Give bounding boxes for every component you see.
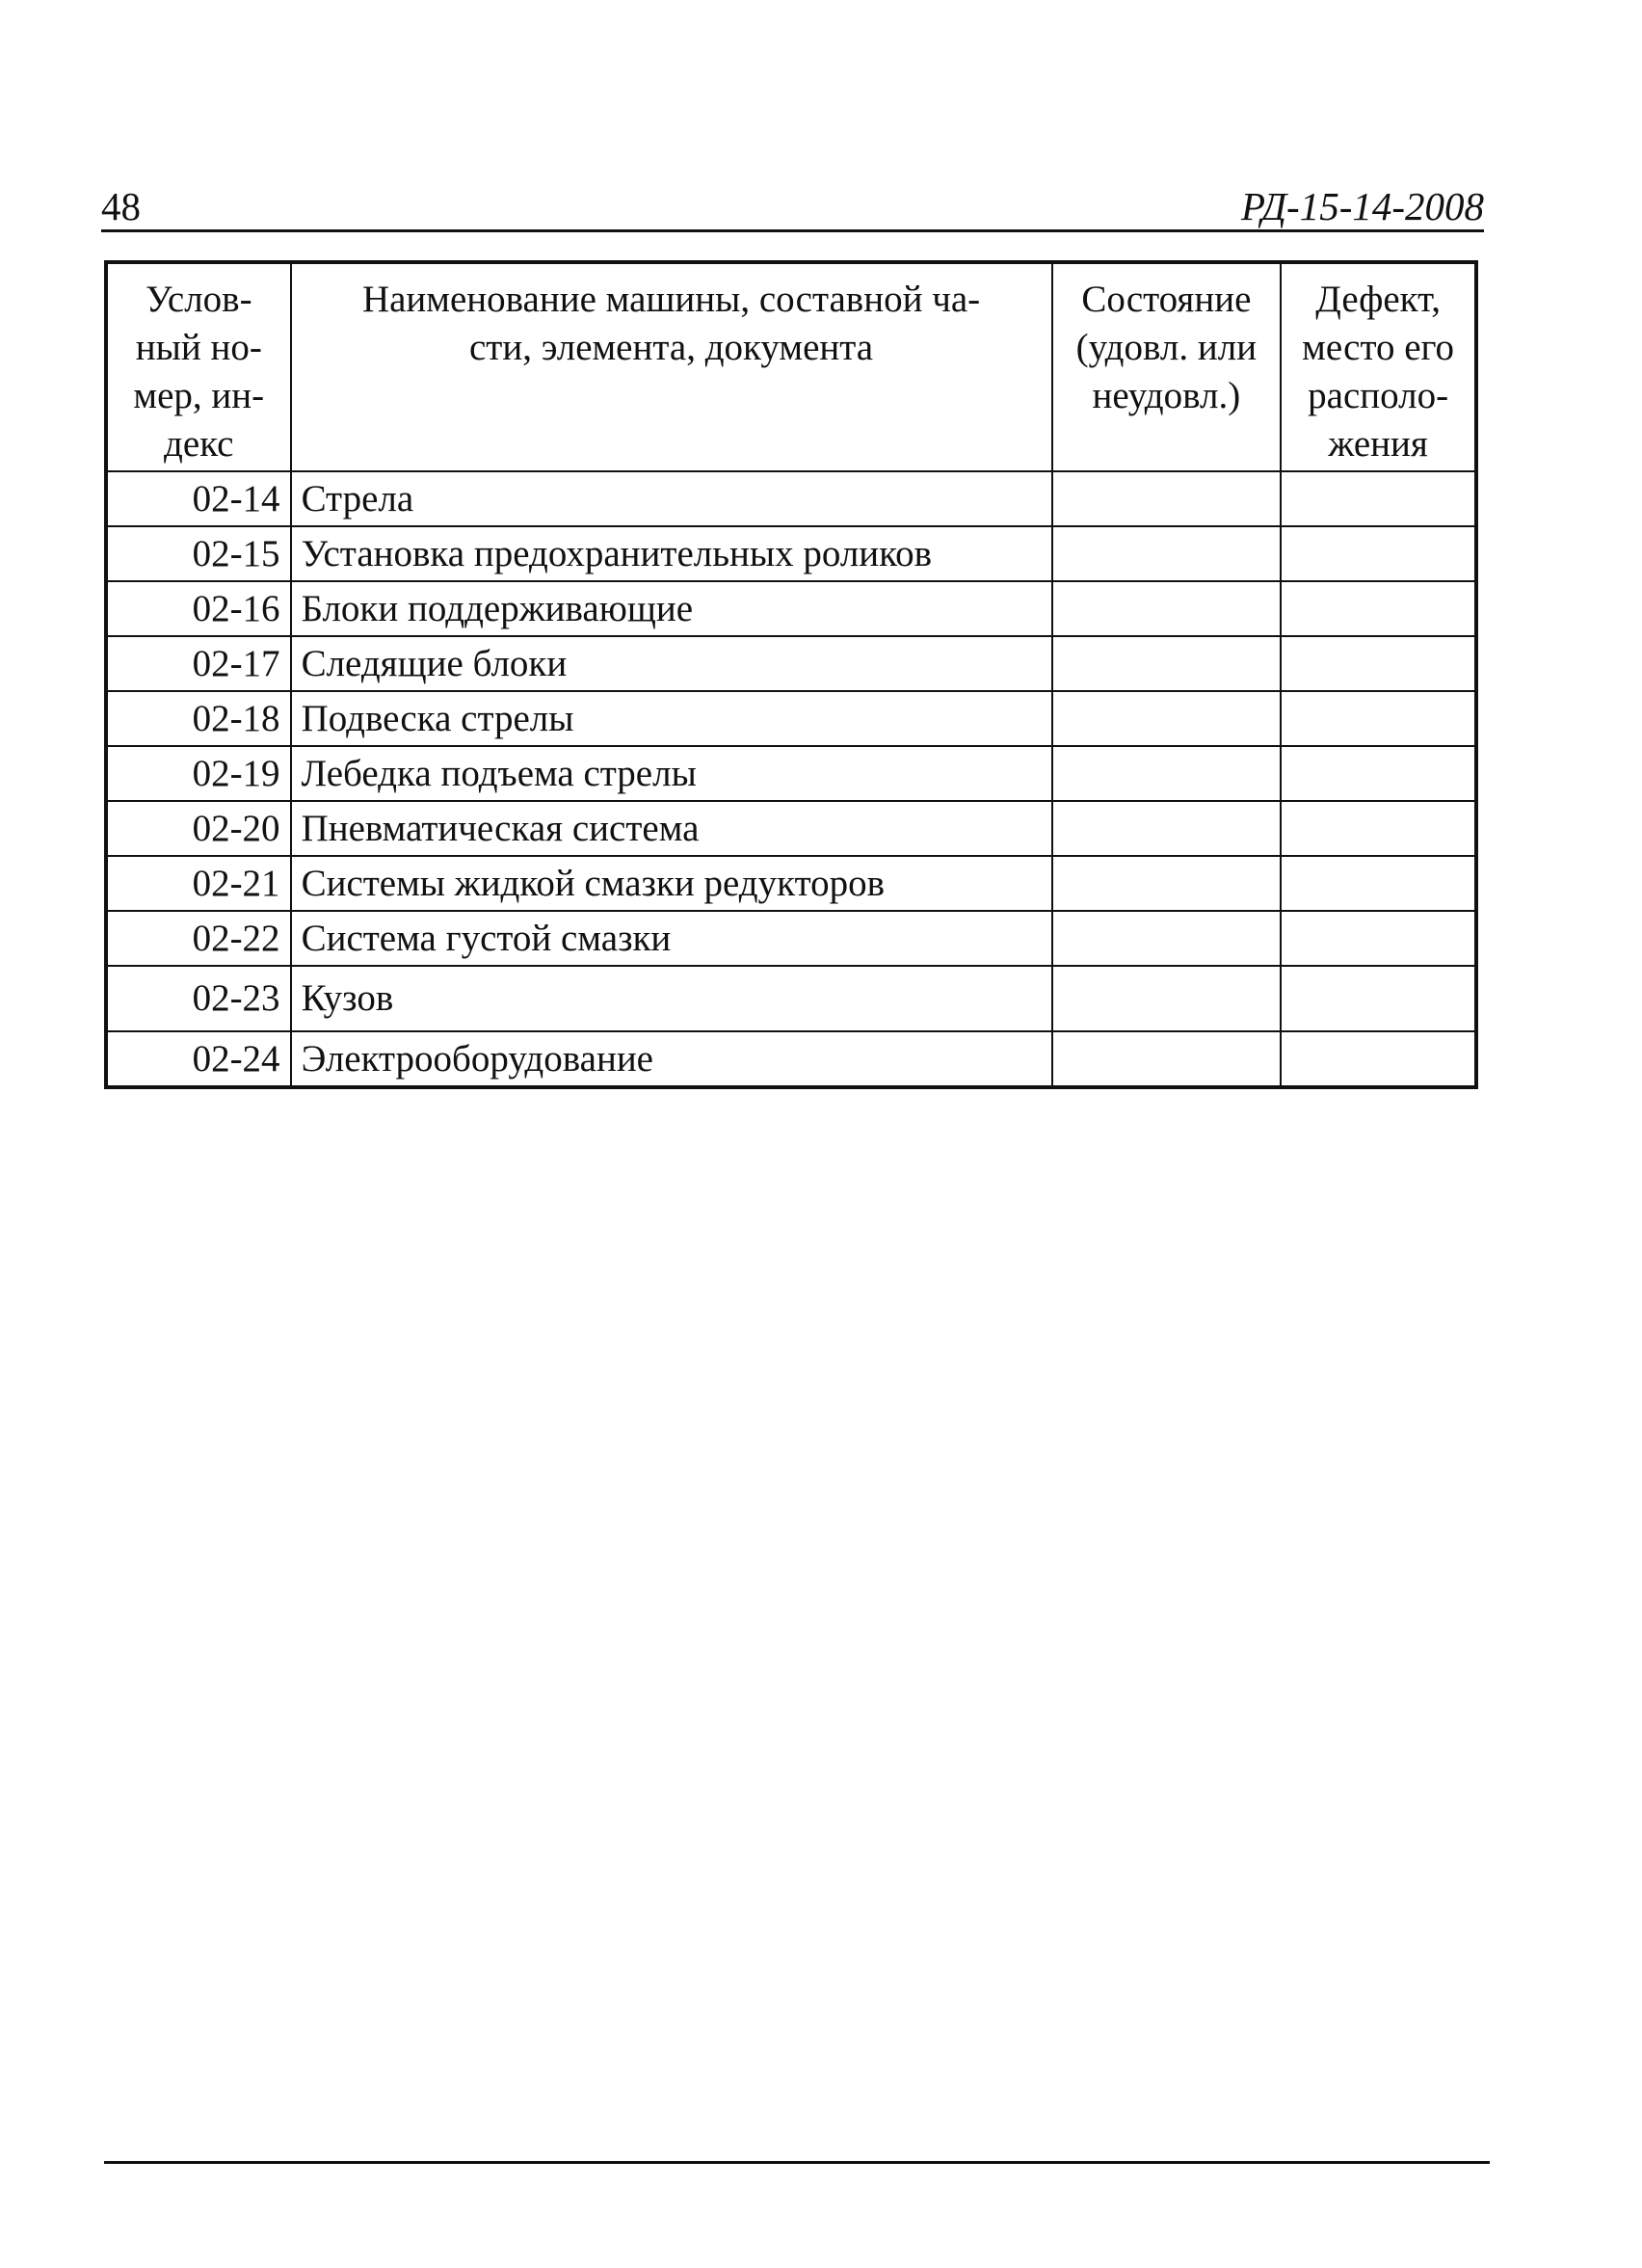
table-row (106, 966, 1476, 1031)
row-name: Электрооборудование (291, 1031, 1052, 1087)
row-state-cell (1052, 1031, 1282, 1087)
table-row (106, 636, 1476, 691)
page-header (101, 176, 1484, 232)
row-state-cell (1052, 966, 1282, 1031)
row-code: 02-16 (106, 581, 291, 636)
row-code: 02-22 (106, 911, 291, 966)
row-code: 02-15 (106, 526, 291, 581)
table-row (106, 801, 1476, 856)
row-defect-cell (1281, 746, 1476, 801)
row-defect-cell (1281, 526, 1476, 581)
row-defect-cell (1281, 471, 1476, 526)
row-name: Кузов (291, 966, 1052, 1031)
footer-rule (104, 2161, 1490, 2164)
page-number: 48 (101, 184, 141, 228)
row-defect-cell (1281, 581, 1476, 636)
document-code: РД-15-14-2008 (1240, 184, 1484, 228)
table-row (106, 526, 1476, 581)
row-code: 02-18 (106, 691, 291, 746)
row-code: 02-24 (106, 1031, 291, 1087)
column-header-defect-text: Дефект, место его располо- жения (1302, 279, 1455, 465)
table-row (106, 691, 1476, 746)
row-defect-cell (1281, 856, 1476, 911)
row-state-cell (1052, 746, 1282, 801)
row-state-cell (1052, 691, 1282, 746)
row-defect-cell (1281, 1031, 1476, 1087)
row-name: Системы жидкой смазки редукторов (291, 856, 1052, 911)
table-row (106, 1031, 1476, 1087)
table-header-row (106, 262, 1476, 471)
row-defect-cell (1281, 966, 1476, 1031)
row-name: Система густой смазки (291, 911, 1052, 966)
row-defect-cell (1281, 691, 1476, 746)
row-state-cell (1052, 526, 1282, 581)
row-name: Установка предохранительных роликов (291, 526, 1052, 581)
table-row (106, 911, 1476, 966)
header-rule (101, 229, 1484, 232)
column-header-state (1052, 262, 1282, 471)
row-defect-cell (1281, 801, 1476, 856)
column-header-name-text: Наименование машины, составной ча- сти, элемента, документа (361, 279, 981, 368)
row-defect-cell (1281, 636, 1476, 691)
row-state-cell (1052, 581, 1282, 636)
row-state-cell (1052, 801, 1282, 856)
row-defect-cell (1281, 911, 1476, 966)
column-header-state-text: Состояние (удовл. или неудовл.) (1075, 279, 1258, 416)
column-header-defect (1281, 262, 1476, 471)
row-name: Следящие блоки (291, 636, 1052, 691)
row-name: Лебедка подъема стрелы (291, 746, 1052, 801)
row-code: 02-23 (106, 966, 291, 1031)
table-row (106, 856, 1476, 911)
row-name: Подвеска стрелы (291, 691, 1052, 746)
table-row (106, 746, 1476, 801)
inspection-table (104, 260, 1478, 1089)
table-row (106, 471, 1476, 526)
row-code: 02-21 (106, 856, 291, 911)
row-name: Пневматическая система (291, 801, 1052, 856)
row-state-cell (1052, 636, 1282, 691)
row-state-cell (1052, 856, 1282, 911)
row-code: 02-20 (106, 801, 291, 856)
row-code: 02-17 (106, 636, 291, 691)
row-name: Блоки поддерживающие (291, 581, 1052, 636)
column-header-code (106, 262, 291, 471)
row-name: Стрела (291, 471, 1052, 526)
row-state-cell (1052, 471, 1282, 526)
column-header-name (291, 262, 1052, 471)
column-header-code-text: Услов- ный но- мер, ин- декс (133, 279, 265, 465)
row-state-cell (1052, 911, 1282, 966)
table-row (106, 581, 1476, 636)
row-code: 02-14 (106, 471, 291, 526)
row-code: 02-19 (106, 746, 291, 801)
